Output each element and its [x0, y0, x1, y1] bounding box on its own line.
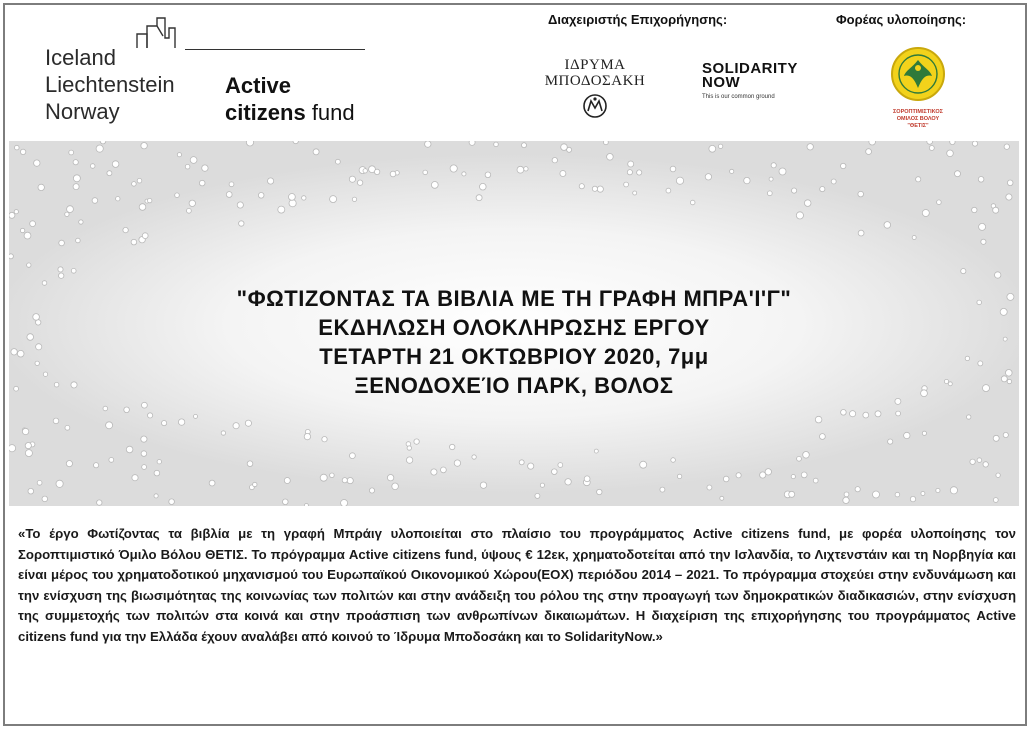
braille-dot [993, 498, 998, 503]
braille-dot [476, 195, 482, 201]
braille-dot [454, 460, 460, 466]
braille-dot [38, 184, 44, 190]
braille-dot [66, 461, 72, 467]
braille-dot [561, 144, 568, 151]
braille-dot [769, 177, 773, 181]
braille-dot [801, 472, 807, 478]
braille-dot [22, 428, 28, 434]
braille-dot [175, 193, 180, 198]
braille-dot [904, 432, 910, 438]
donor-countries [45, 44, 175, 125]
braille-dot [25, 443, 31, 449]
braille-banner [9, 141, 1019, 506]
braille-dot [670, 166, 676, 172]
project-description: «Το έργο Φωτίζοντας τα βιβλία με τη γραφή Μπράιγ υλοποιείται στο πλαίσιο του προγράμματος Active citizens fund, με φορέα υλοποίησης τον Σοροπτιμιστικό Όμιλο Βόλου ΘΕΤΙΣ. Το πρόγραμμα Active citizens fund, ύψους € 12εκ, χρηματοδοτείται από την Ισλανδία, το Λιχτενστάιν και τη Νορβηγία και είναι μέρος του χρηματοδοτικού μηχανισμού του Ευρωπαϊκού Οικονομικού Χώρου(ΕΟΧ) περιόδου 2014 – 2021. Το πρόγραμμα στοχεύει στην ενδυνάμωση και την ενίσχυση της βιωσιμότητας της κοινωνίας των πολιτών και στην ανάδειξη του ρόλου της στην προαγωγή των δημοκρατικών διαδικασιών, στην ενίσχυση της συμμετοχής των πολιτών στα κοινά και στην προάσπιση των ανθρωπίνων δικαιωμάτων. Η διαχείριση της επιχορήγησης του προγράμματος Active citizens fund για την Ελλάδα έχουν αναλάβει από κοινού το Ίδρυμα Μποδοσάκη και το SolidarityNow.» [18, 526, 1016, 644]
braille-dot [53, 418, 59, 424]
braille-dot [873, 491, 880, 498]
braille-dot [552, 469, 558, 475]
braille-dot [535, 493, 540, 498]
braille-dot [302, 196, 306, 200]
braille-dot [342, 478, 347, 483]
braille-dot [462, 172, 466, 176]
braille-dot [690, 200, 695, 205]
braille-dot [841, 410, 847, 416]
braille-dot [921, 492, 925, 496]
braille-dot [950, 487, 957, 494]
braille-dot [239, 221, 244, 226]
braille-dot [522, 143, 527, 148]
fund-name-active: Active [225, 73, 292, 98]
braille-dot [352, 197, 356, 201]
braille-dot [194, 414, 198, 418]
implementing-body-label: Φορέας υλοποίησης: [836, 12, 967, 27]
active-citizens-fund-logo [45, 16, 375, 131]
braille-dot [972, 207, 977, 212]
braille-dot [560, 171, 566, 177]
braille-dot [142, 233, 148, 239]
braille-dot [154, 494, 158, 498]
braille-dot [14, 210, 18, 214]
braille-dot [995, 272, 1001, 278]
braille-dot [633, 191, 637, 195]
braille-dot [637, 170, 642, 175]
braille-dot [141, 451, 147, 457]
braille-dot [79, 220, 83, 224]
braille-dot [190, 157, 197, 164]
braille-dot [15, 145, 20, 150]
solidarity-line2: NOW [702, 74, 741, 91]
braille-dot [937, 200, 942, 205]
braille-dot [65, 212, 69, 216]
braille-dot [106, 422, 113, 429]
braille-dot [791, 475, 795, 479]
braille-dot [92, 198, 98, 204]
braille-dot [831, 179, 836, 184]
braille-dot [341, 500, 348, 507]
braille-dot [58, 267, 63, 272]
braille-dot [65, 425, 70, 430]
braille-dot [744, 177, 750, 183]
braille-dot [330, 473, 335, 478]
braille-dot [229, 182, 234, 187]
braille-dot [59, 273, 64, 278]
braille-dot [528, 463, 534, 469]
braille-dot [189, 200, 195, 206]
braille-dot [9, 445, 16, 452]
soroptimist-logo [868, 46, 968, 130]
braille-dot [803, 452, 810, 459]
braille-dot [100, 141, 106, 144]
braille-dot [485, 172, 491, 178]
braille-dot [336, 159, 341, 164]
braille-dot [202, 165, 208, 171]
fund-name-fund: fund [305, 100, 355, 125]
braille-dot [258, 193, 264, 199]
braille-dot [671, 458, 676, 463]
braille-dot [844, 492, 849, 497]
braille-dot [804, 200, 811, 207]
braille-dot [628, 161, 634, 167]
braille-dot [1006, 194, 1012, 200]
country-liechtenstein: Liechtenstein [45, 72, 175, 97]
country-iceland: Iceland [45, 45, 116, 70]
braille-dot [96, 145, 103, 152]
braille-dot [407, 446, 411, 450]
braille-dot [246, 141, 253, 146]
braille-dot [9, 254, 13, 259]
braille-dot [107, 171, 112, 176]
bodossaki-emblem-icon [582, 93, 608, 119]
braille-dot [979, 223, 986, 230]
braille-dot [27, 263, 31, 267]
braille-dot [357, 180, 362, 185]
braille-dot [20, 149, 25, 154]
braille-dot [1007, 180, 1013, 186]
braille-dot [392, 483, 399, 490]
braille-dot [233, 423, 239, 429]
braille-dot [640, 461, 647, 468]
braille-dot [97, 500, 102, 505]
braille-dot [996, 473, 1000, 477]
braille-dot [978, 177, 984, 183]
braille-dot [888, 439, 893, 444]
braille-dot [666, 188, 671, 193]
braille-dot [73, 184, 79, 190]
braille-dot [866, 149, 872, 155]
braille-dot [94, 463, 99, 468]
braille-dot [597, 489, 602, 494]
braille-dot [132, 182, 137, 187]
braille-dot [936, 488, 940, 492]
bodossaki-line2: ΜΠΟΔΟΣΑΚΗ [544, 73, 646, 89]
braille-dot [855, 487, 860, 492]
braille-dot [293, 141, 298, 144]
braille-dot [565, 479, 571, 485]
braille-dot [283, 499, 289, 505]
braille-dot [850, 411, 856, 417]
braille-dot [896, 411, 901, 416]
braille-dot [425, 141, 431, 147]
braille-dot [707, 485, 712, 490]
braille-dot [59, 240, 65, 246]
soroptimist-emblem-icon [890, 46, 946, 102]
braille-dot [815, 416, 822, 423]
braille-dot [73, 175, 80, 182]
braille-dot [90, 164, 95, 169]
braille-dot [709, 145, 716, 152]
braille-dot [592, 186, 597, 191]
braille-dot [875, 411, 881, 417]
braille-dot [540, 483, 544, 487]
braille-dot [431, 469, 437, 475]
solidarity-now-logo [702, 62, 812, 100]
braille-dot [67, 206, 74, 213]
braille-dot [284, 478, 290, 484]
braille-dot [154, 470, 160, 476]
braille-dot [1003, 432, 1008, 437]
braille-dot [369, 488, 374, 493]
braille-dot [789, 491, 795, 497]
braille-dot [841, 163, 846, 168]
braille-dot [961, 269, 966, 274]
braille-dot [157, 460, 161, 464]
braille-dot [148, 413, 153, 418]
braille-dot [406, 457, 412, 463]
braille-dot [441, 467, 447, 473]
braille-dot [558, 463, 563, 468]
braille-dot [922, 210, 929, 217]
braille-dot [993, 435, 999, 441]
braille-dot [792, 188, 797, 193]
braille-dot [330, 196, 337, 203]
braille-dot [916, 177, 921, 182]
braille-dot [993, 207, 999, 213]
braille-dot [771, 163, 776, 168]
braille-dot [363, 169, 367, 173]
braille-dot [25, 450, 32, 457]
bodossaki-logo [540, 57, 650, 119]
solidarity-line1: SOLIDARITY [702, 60, 798, 77]
braille-dot [627, 170, 632, 175]
braille-dot [141, 436, 147, 442]
braille-dot [977, 458, 982, 463]
braille-dot [863, 412, 869, 418]
fund-name-citizens: citizens [225, 100, 306, 125]
braille-dot [245, 420, 251, 426]
braille-dot [414, 439, 419, 444]
braille-dot [178, 419, 184, 425]
braille-dot [116, 197, 120, 201]
braille-dot [185, 164, 190, 169]
braille-dot [28, 488, 34, 494]
braille-dot [278, 206, 285, 213]
braille-dot [480, 183, 487, 190]
braille-dot [720, 496, 724, 500]
soroptimist-name [868, 109, 968, 130]
braille-dot [374, 169, 379, 174]
braille-dot [71, 268, 76, 273]
braille-dot [970, 459, 975, 464]
braille-dot [142, 465, 147, 470]
braille-dot [221, 431, 225, 435]
soroptimist-line1: ΣΟΡΟΠΤΙΜΙΣΤΙΚΟΣ [893, 109, 943, 115]
braille-dot [677, 474, 681, 478]
soroptimist-line2: ΟΜΙΛΟΣ ΒΟΛΟΥ [896, 116, 940, 122]
braille-dot [34, 160, 40, 166]
braille-dot [148, 198, 152, 202]
braille-dot [736, 473, 741, 478]
braille-dot [597, 186, 603, 192]
braille-dot [947, 150, 954, 157]
braille-dot [983, 462, 988, 467]
braille-dot [289, 200, 296, 207]
braille-dot [552, 158, 557, 163]
braille-dot [767, 191, 772, 196]
braille-dot [304, 504, 308, 507]
braille-dot [820, 434, 826, 440]
logo-rule [185, 49, 365, 50]
grant-manager-label: Διαχειριστής Επιχορήγησης: [548, 12, 728, 27]
braille-dot [1004, 144, 1009, 149]
braille-dot [607, 154, 614, 161]
braille-dot [73, 160, 78, 165]
braille-dot [910, 496, 915, 501]
braille-dot [42, 496, 48, 502]
braille-dot [123, 227, 128, 232]
braille-dot [69, 150, 74, 155]
braille-dot [884, 222, 891, 229]
braille-dot [858, 230, 864, 236]
braille-dot [131, 239, 137, 245]
braille-dot [676, 177, 683, 184]
braille-dot [718, 144, 722, 148]
braille-dot [843, 497, 849, 503]
event-title-line4: ΞΕΝΟΔΟΧΕΊΟ ΠΑΡΚ, ΒΟΛΟΣ [354, 373, 674, 398]
braille-dot [177, 153, 181, 157]
braille-dot [253, 482, 257, 486]
braille-dot [494, 142, 499, 147]
braille-dot [450, 165, 457, 172]
event-title-line1: "ΦΩΤΙΖΟΝΤΑΣ ΤΑ ΒΙΒΛΙΑ ΜΕ ΤΗ ΓΡΑΦΗ ΜΠΡΑ'Ι'Γ" [236, 286, 792, 311]
eea-grants-logo-icon [135, 16, 195, 52]
braille-dot [141, 143, 147, 149]
braille-dot [247, 461, 253, 467]
braille-dot [604, 141, 609, 145]
braille-dot [387, 475, 393, 481]
braille-dot [187, 208, 192, 213]
braille-dot [895, 492, 900, 497]
braille-dot [423, 170, 428, 175]
braille-dot [624, 182, 629, 187]
braille-dot [313, 149, 319, 155]
braille-dot [594, 449, 598, 453]
braille-dot [126, 446, 133, 453]
braille-dot [56, 480, 63, 487]
braille-dot [24, 232, 31, 239]
event-title-line3: ΤΕΤΑΡΤΗ 21 ΟΚΤΩΒΡΙΟΥ 2020, 7μμ [319, 344, 709, 369]
braille-dot [30, 221, 36, 227]
braille-dot [237, 202, 243, 208]
braille-dot [813, 478, 818, 483]
braille-dot [450, 444, 455, 449]
braille-dot [162, 421, 167, 426]
braille-dot [929, 146, 934, 151]
braille-dot [760, 472, 766, 478]
braille-dot [304, 433, 310, 439]
braille-dot [124, 407, 130, 413]
braille-dot [472, 455, 476, 459]
braille-dot [142, 402, 148, 408]
braille-dot [109, 458, 114, 463]
braille-dot [912, 236, 916, 240]
braille-dot [226, 192, 232, 198]
braille-dot [950, 141, 955, 145]
solidarity-tagline: This is our common ground [702, 94, 775, 100]
braille-dot [981, 239, 986, 244]
braille-dot [517, 166, 524, 173]
country-norway: Norway [45, 99, 120, 124]
braille-dot [519, 460, 524, 465]
braille-dot [797, 456, 802, 461]
braille-dot [524, 167, 528, 171]
braille-dot [268, 178, 274, 184]
braille-dot [820, 187, 825, 192]
braille-dot [349, 176, 355, 182]
braille-dot [584, 476, 590, 482]
bodossaki-line1: ΙΔΡΥΜΑ [564, 57, 626, 73]
braille-dot [723, 476, 729, 482]
braille-dot [103, 406, 108, 411]
braille-dot [967, 415, 971, 419]
soroptimist-line3: "ΘΕΤΙΣ" [907, 123, 929, 129]
braille-dot [37, 480, 42, 485]
braille-dot [169, 499, 175, 505]
braille-dot [480, 482, 486, 488]
braille-dot [858, 191, 864, 197]
braille-dot [132, 475, 138, 481]
braille-dot [390, 171, 396, 177]
braille-dot [320, 474, 327, 481]
braille-dot [350, 453, 356, 459]
braille-dot [730, 169, 734, 173]
braille-dot [796, 212, 803, 219]
braille-dot [139, 204, 146, 211]
braille-dot [199, 180, 205, 186]
braille-dot [76, 238, 81, 243]
event-title-line2: ΕΚΔΗΛΩΣΗ ΟΛΟΚΛΗΡΩΣΗΣ ΕΡΓΟΥ [318, 315, 710, 340]
braille-dot [322, 437, 327, 442]
braille-dot [779, 168, 786, 175]
braille-dot [660, 487, 665, 492]
braille-dot [431, 182, 438, 189]
braille-dot [972, 141, 977, 146]
fund-name [225, 72, 355, 126]
event-title [9, 284, 1019, 400]
braille-dot [112, 161, 119, 168]
braille-dot [922, 431, 926, 435]
braille-dot [927, 141, 933, 144]
braille-dot [209, 480, 215, 486]
braille-dot [705, 174, 711, 180]
braille-dot [807, 144, 813, 150]
braille-dot [869, 141, 876, 145]
braille-dot [9, 212, 15, 218]
braille-dot [579, 184, 584, 189]
braille-dot [137, 178, 142, 183]
braille-dot [347, 478, 353, 484]
braille-dot [469, 141, 475, 145]
braille-dot [289, 194, 296, 201]
braille-dot [955, 171, 961, 177]
braille-dot [20, 228, 24, 232]
